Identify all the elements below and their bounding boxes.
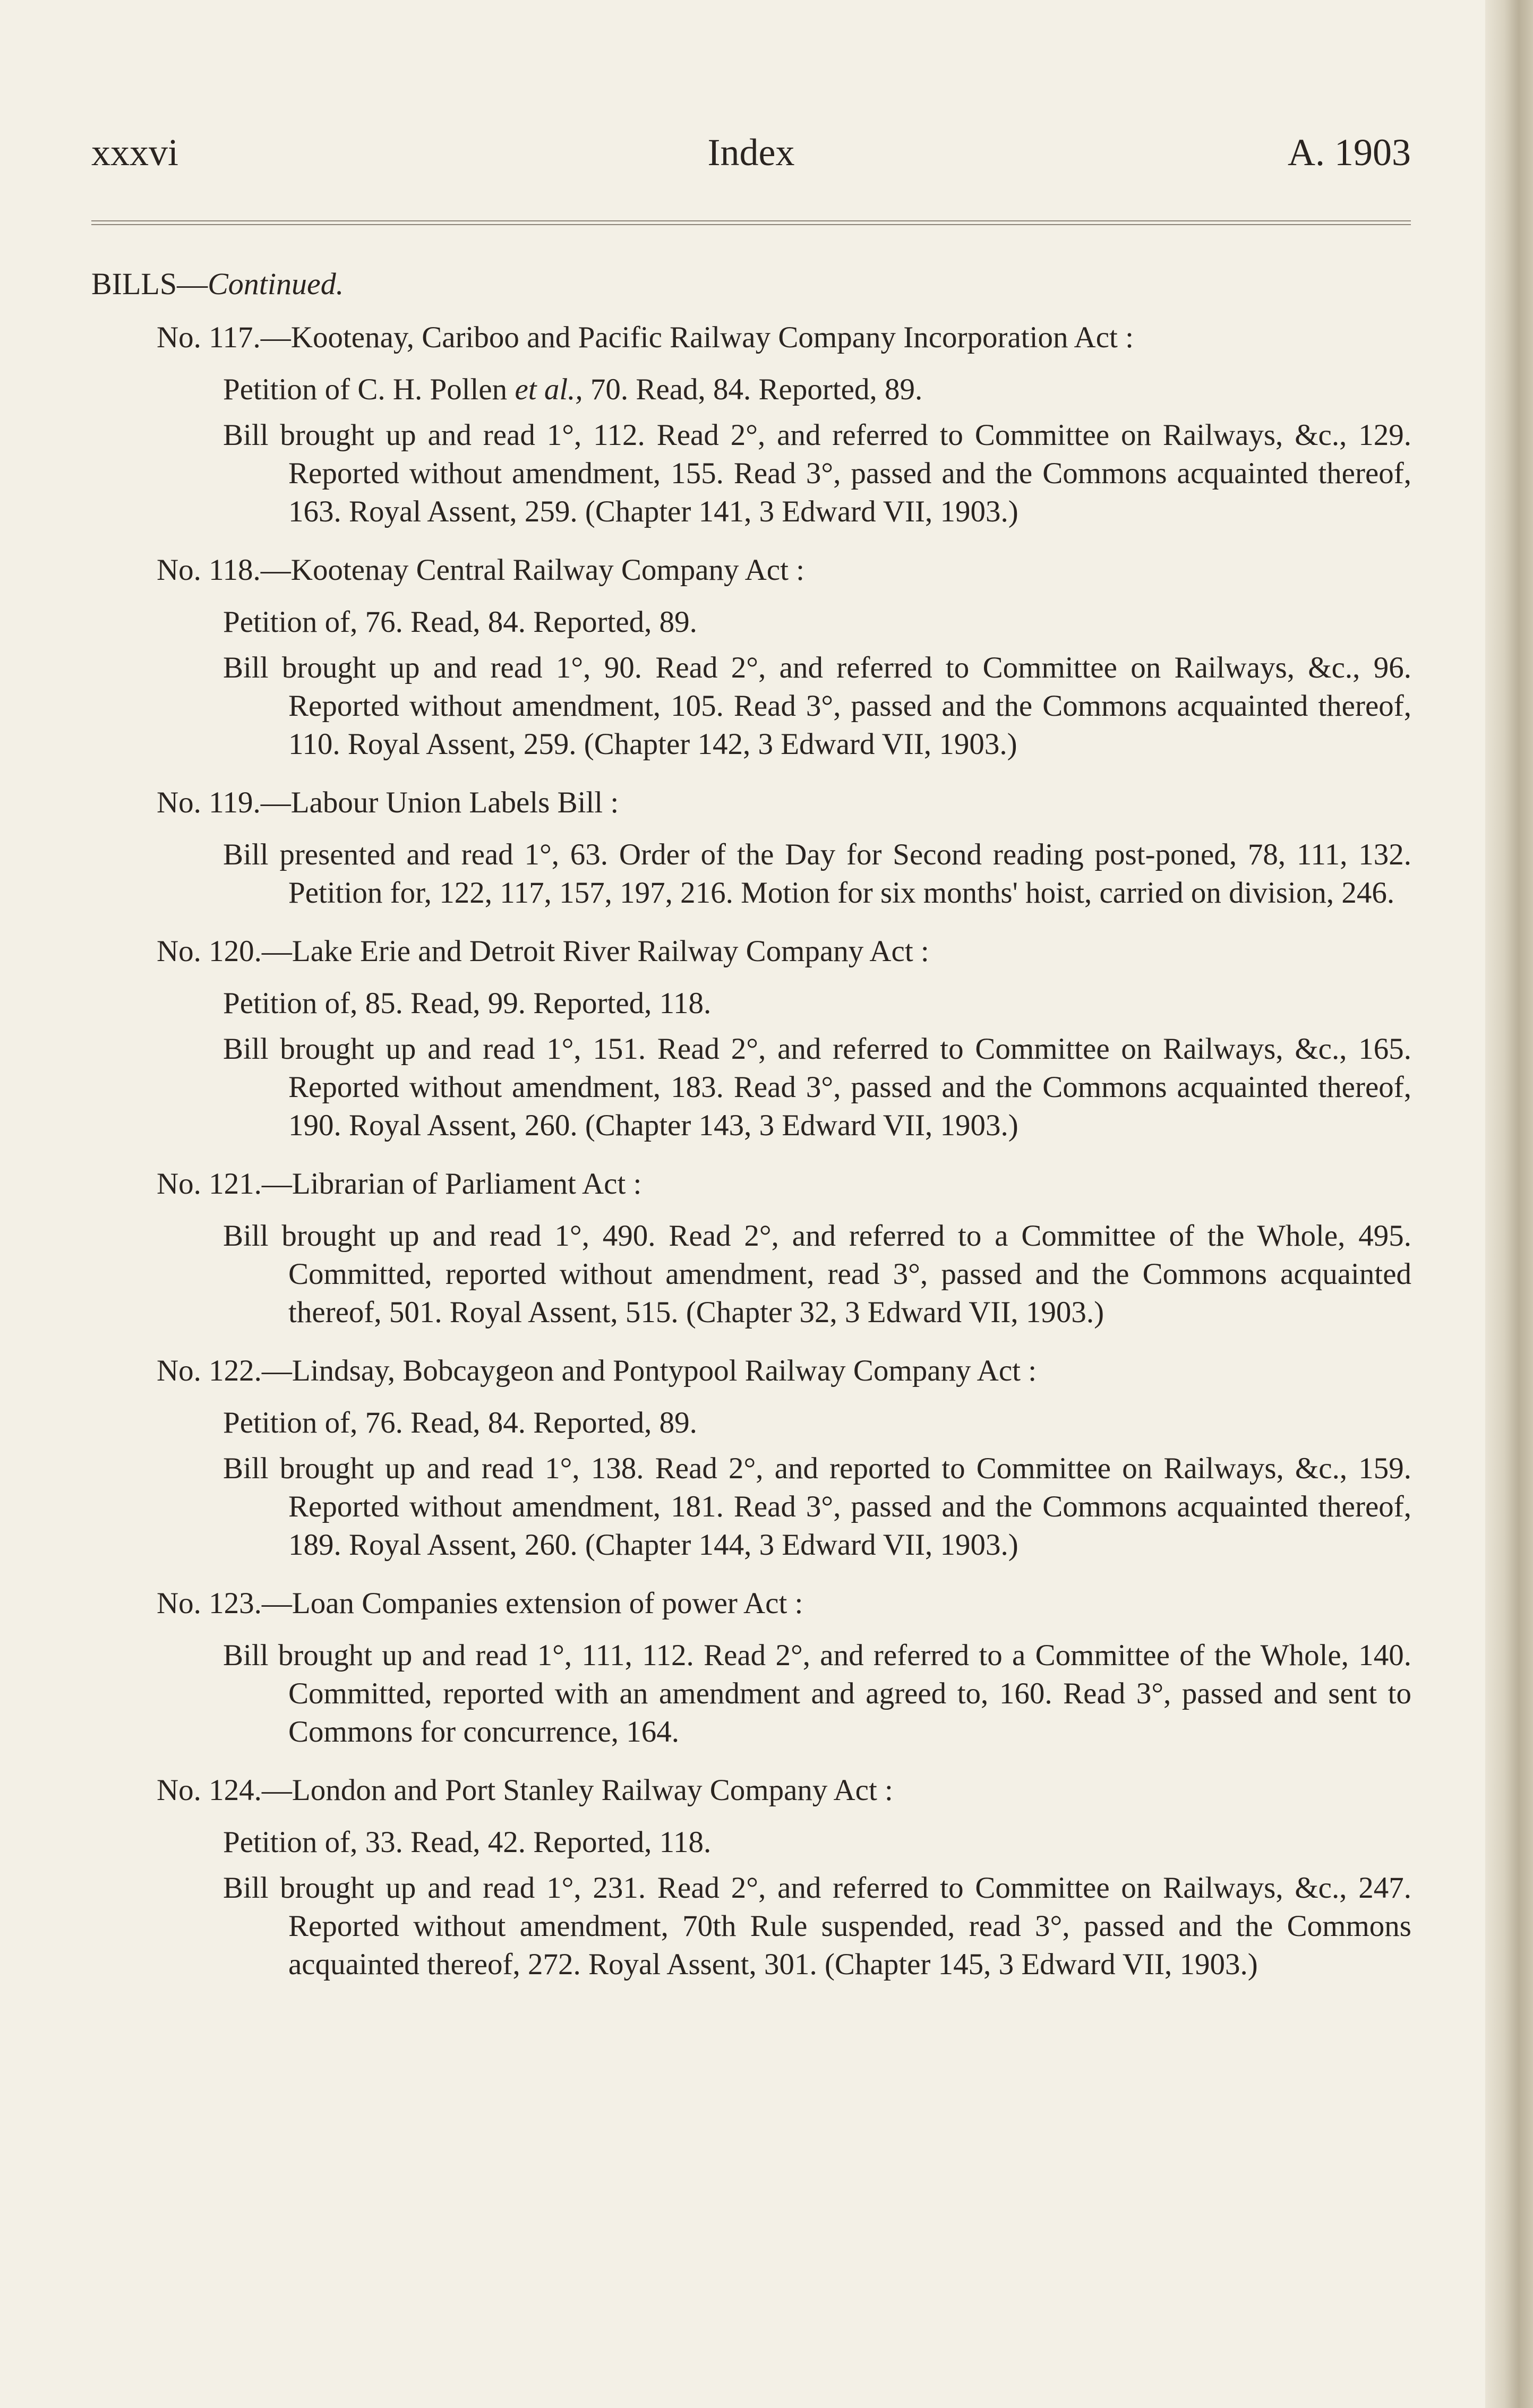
petition-text-b: 70. Read, 84. Reported, 89. <box>583 373 923 406</box>
bill-title: No. 117.—Kootenay, Cariboo and Pacific Railway Company Incorporation Act : <box>157 321 1134 354</box>
bill-petition: Petition of, 85. Read, 99. Reported, 118. <box>223 987 712 1020</box>
page-number: xxxvi <box>91 131 179 174</box>
section-heading <box>91 263 344 305</box>
bill-title: No. 118.—Kootenay Central Railway Company Act : <box>157 553 805 587</box>
section-subtitle: Continued. <box>208 267 344 301</box>
bill-history: Bill brought up and read 1°, 111, 112. Read 2°, and referred to a Committee of the Whole, 140. Committed, reported with an amendment and agreed to, 160. Read 3°, passed and sent to Commons for concurrence, 164. <box>223 1639 1411 1749</box>
bill-petition <box>223 371 1411 409</box>
bill-history: Bill brought up and read 1°, 112. Read 2°, and referred to Committee on Railways, &c., 129. Reported without amendment, 155. Read 3°, passed and the Commons acquainted thereof, 163. Royal Assent, 259. (Chapter 141, 3 Edward VII, 1903.) <box>223 418 1411 528</box>
bill-entry-121 <box>157 1165 1411 1332</box>
bill-entry-122 <box>157 1352 1411 1564</box>
petition-text-a: Petition of C. H. Pollen <box>223 373 515 406</box>
bill-title: No. 119.—Labour Union Labels Bill : <box>157 786 619 819</box>
page-header <box>91 128 1411 176</box>
bill-history: Bill brought up and read 1°, 231. Read 2°, and referred to Committee on Railways, &c., 247. Reported without amendment, 70th Rule suspended, read 3°, passed and the Commons acquainted thereof, 272. Royal Assent, 301. (Chapter 145, 3 Edward VII, 1903.) <box>223 1871 1411 1981</box>
bill-history: Bill brought up and read 1°, 138. Read 2°, and reported to Committee on Railways, &c., 159. Reported without amendment, 181. Read 3°, passed and the Commons acquainted thereof, 189. Royal Assent, 260. (Chapter 144, 3 Edward VII, 1903.) <box>223 1452 1411 1562</box>
bill-petition: Petition of, 76. Read, 84. Reported, 89. <box>223 1406 697 1439</box>
bill-petition: Petition of, 33. Read, 42. Reported, 118. <box>223 1826 712 1859</box>
bill-history: Bill brought up and read 1°, 90. Read 2°, and referred to Committee on Railways, &c., 96. Reported without amendment, 105. Read 3°, passed and the Commons acquainted thereof, 110. Royal Assent, 259. (Chapter 142, 3 Edward VII, 1903.) <box>223 651 1411 761</box>
bill-entry-119 <box>157 784 1411 912</box>
bill-entry-120 <box>157 932 1411 1145</box>
bill-entry-117 <box>157 319 1411 531</box>
page-edge <box>1485 0 1533 2408</box>
bill-entry-123 <box>157 1584 1411 1751</box>
bill-list <box>157 319 1411 2004</box>
bill-title: No. 121.—Librarian of Parliament Act : <box>157 1167 642 1201</box>
bill-history: Bill brought up and read 1°, 490. Read 2°, and referred to a Committee of the Whole, 495. Committed, reported without amendment, read 3°, passed and the Commons acquainted thereof, 501. Royal Assent, 515. (Chapter 32, 3 Edward VII, 1903.) <box>223 1219 1411 1329</box>
header-rule <box>91 220 1411 225</box>
bill-title: No. 120.—Lake Erie and Detroit River Railway Company Act : <box>157 935 929 968</box>
petition-text-italic: et al., <box>515 373 583 406</box>
bill-petition: Petition of, 76. Read, 84. Reported, 89. <box>223 605 697 639</box>
bill-entry-124 <box>157 1771 1411 1984</box>
bill-title: No. 124.—London and Port Stanley Railway Company Act : <box>157 1773 893 1807</box>
page-title: Index <box>707 131 795 174</box>
bill-history: Bill brought up and read 1°, 151. Read 2°, and referred to Committee on Railways, &c., 165. Reported without amendment, 183. Read 3°, passed and the Commons acquainted thereof, 190. Royal Assent, 260. (Chapter 143, 3 Edward VII, 1903.) <box>223 1032 1411 1142</box>
bill-title: No. 122.—Lindsay, Bobcaygeon and Pontypool Railway Company Act : <box>157 1354 1037 1387</box>
bill-entry-118 <box>157 551 1411 764</box>
bill-title: No. 123.—Loan Companies extension of power Act : <box>157 1587 803 1620</box>
page-year: A. 1903 <box>1288 131 1411 174</box>
bill-history: Bill presented and read 1°, 63. Order of the Day for Second reading post-poned, 78, 111, 132. Petition for, 122, 117, 157, 197, 216. Motion for six months' hoist, carried on division, 246. <box>223 838 1411 910</box>
section-title: BILLS— <box>91 267 208 301</box>
